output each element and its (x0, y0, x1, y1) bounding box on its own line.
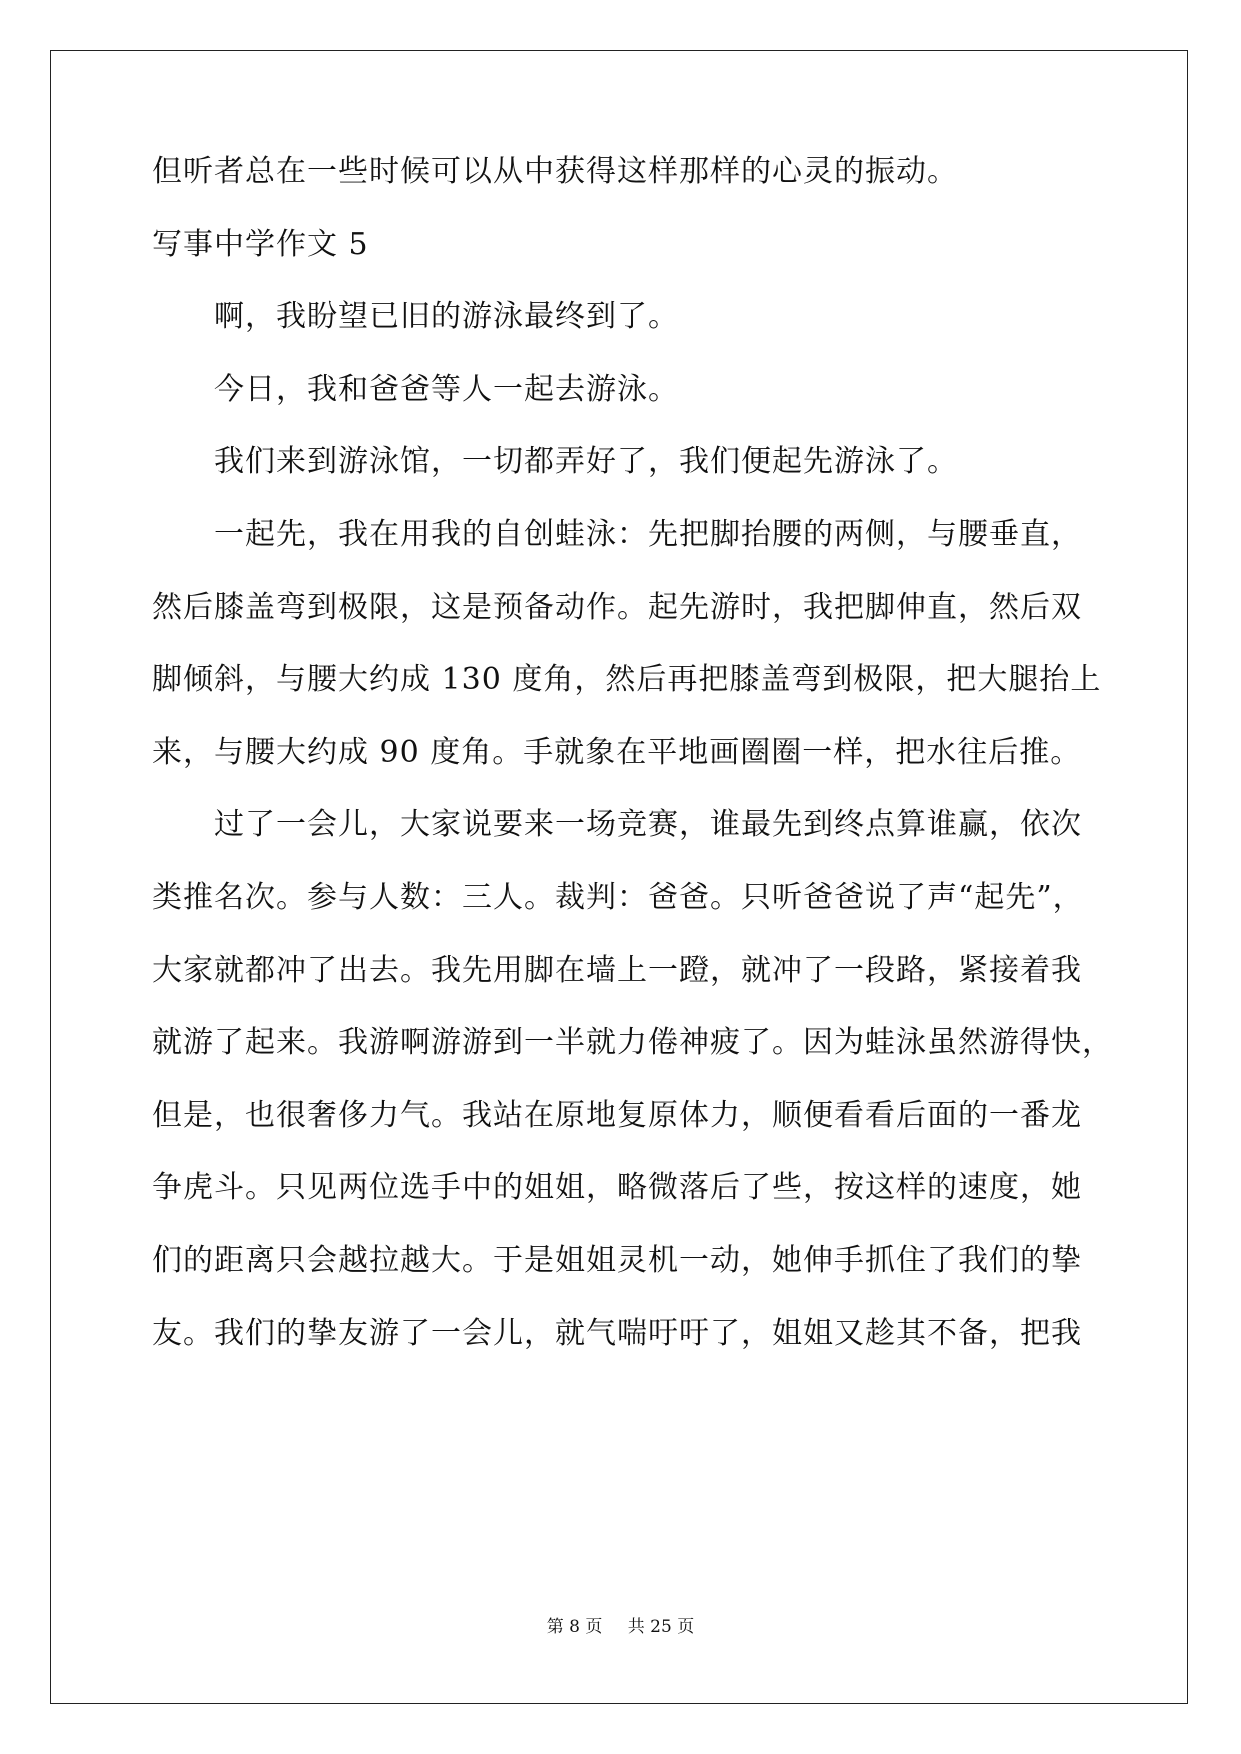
text-line: 类推名次。参与人数：三人。裁判：爸爸。只听爸爸说了声“起先”， (152, 880, 1084, 915)
page-number-total: 共 25 页 (627, 1617, 695, 1637)
section-heading: 写事中学作文 5 (152, 226, 369, 262)
text-line: 但听者总在一些时候可以从中获得这样那样的心灵的振动。 (152, 154, 958, 189)
text-line: 过了一会儿，大家说要来一场竞赛，谁最先到终点算谁赢，依次 (214, 807, 1082, 843)
text-line: 啊，我盼望已旧的游泳最终到了。 (214, 299, 679, 335)
page-footer (0, 1612, 1241, 1637)
text-line: 大家就都冲了出去。我先用脚在墙上一蹬，就冲了一段路，紧接着我 (152, 952, 1082, 988)
text-line: 争虎斗。只见两位选手中的姐姐，略微落后了些，按这样的速度，她 (152, 1170, 1082, 1206)
text-line: 我们来到游泳馆，一切都弄好了，我们便起先游泳了。 (214, 444, 958, 480)
text-line: 友。我们的挚友游了一会儿，就气喘吁吁了，姐姐又趁其不备，把我 (152, 1315, 1082, 1351)
text-line: 今日，我和爸爸等人一起去游泳。 (214, 371, 679, 407)
text-line: 就游了起来。我游啊游游到一半就力倦神疲了。因为蛙泳虽然游得快， (152, 1025, 1113, 1061)
text-line: 脚倾斜，与腰大约成 130 度角，然后再把膝盖弯到极限，把大腿抬上 (152, 662, 1102, 698)
text-line: 但是，也很奢侈力气。我站在原地复原体力，顺便看看后面的一番龙 (152, 1097, 1082, 1133)
text-line: 来，与腰大约成 90 度角。手就象在平地画圈圈一样，把水往后推。 (152, 734, 1082, 770)
text-line: 们的距离只会越拉越大。于是姐姐灵机一动，她伸手抓住了我们的挚 (152, 1243, 1082, 1278)
text-line: 一起先，我在用我的自创蛙泳：先把脚抬腰的两侧，与腰垂直， (214, 517, 1082, 552)
text-line: 然后膝盖弯到极限，这是预备动作。起先游时，我把脚伸直，然后双 (152, 589, 1082, 625)
page-number-current: 第 8 页 (546, 1617, 603, 1637)
